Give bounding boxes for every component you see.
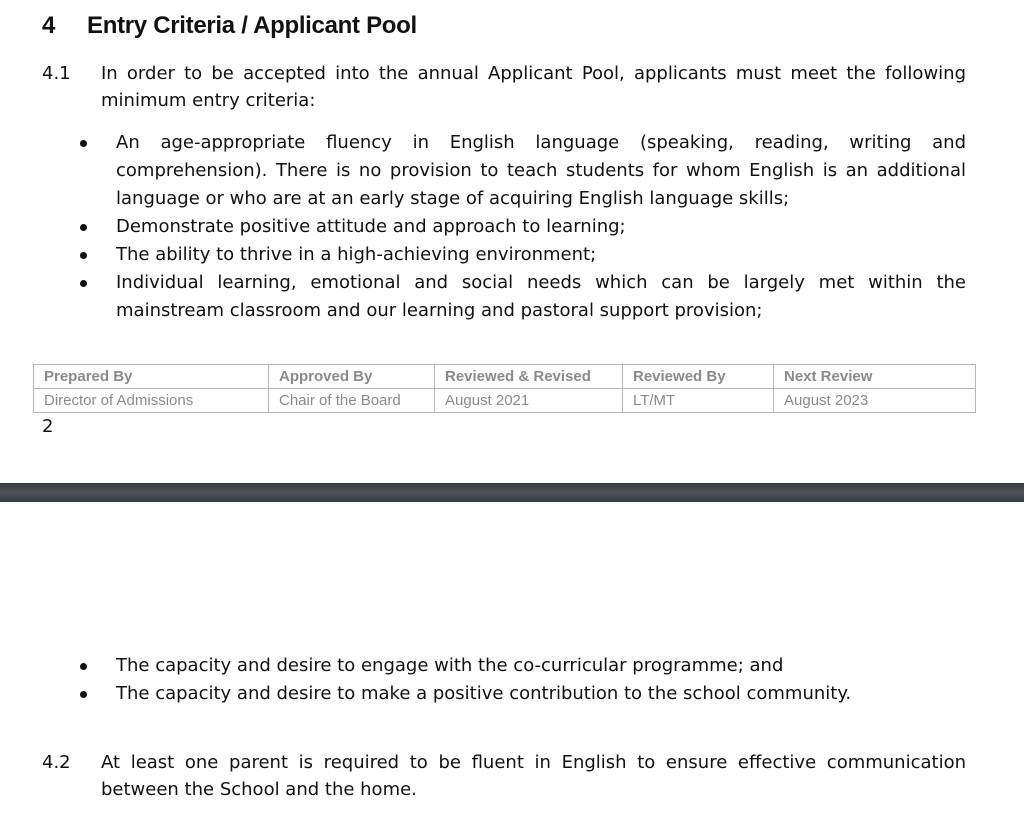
entry-criteria-list-continued: [0, 652, 966, 708]
clause-number: 4.2: [42, 752, 71, 773]
section-title: Entry Criteria / Applicant Pool: [87, 12, 417, 39]
list-item: Individual learning, emotional and social needs which can be largely met within the mainstream classroom and our learning and pastoral support provision;: [0, 269, 966, 325]
document-page-3: [0, 502, 1024, 813]
bullet-icon: [80, 140, 87, 147]
list-item: The ability to thrive in a high-achieving environment;: [0, 241, 966, 269]
table-cell: August 2023: [774, 389, 976, 413]
table-header-cell: Approved By: [269, 365, 435, 389]
clause-text: At least one parent is required to be fluent in English to ensure effective communication between the School and the home.: [101, 752, 966, 800]
section-number: 4: [42, 12, 56, 39]
list-item: An age-appropriate fluency in English language (speaking, reading, writing and comprehension). There is no provision to teach students for whom English is an additional language or who are at an early stage of acquiring English language skills;: [0, 129, 966, 213]
table-cell: LT/MT: [623, 389, 774, 413]
page-number: 2: [42, 416, 54, 437]
table-header-cell: Next Review: [774, 365, 976, 389]
bullet-icon: [80, 663, 87, 670]
clause-4-1: [42, 60, 966, 114]
section-heading: [42, 12, 417, 40]
table-cell: Director of Admissions: [34, 389, 269, 413]
document-control-table: [33, 364, 976, 413]
table-cell: August 2021: [435, 389, 623, 413]
bullet-icon: [80, 691, 87, 698]
list-item: The capacity and desire to engage with the co-curricular programme; and: [0, 652, 966, 680]
bullet-icon: [80, 252, 87, 259]
clause-4-2: [42, 749, 966, 803]
table-row: [34, 389, 976, 413]
clause-text: In order to be accepted into the annual Applicant Pool, applicants must meet the following minimum entry criteria:: [101, 63, 966, 111]
table-header-row: [34, 365, 976, 389]
bullet-icon: [80, 280, 87, 287]
entry-criteria-list: [0, 129, 966, 325]
table-header-cell: Prepared By: [34, 365, 269, 389]
list-item: The capacity and desire to make a positive contribution to the school community.: [0, 680, 966, 708]
bullet-icon: [80, 224, 87, 231]
page-separator: [0, 483, 1024, 502]
table-header-cell: Reviewed & Revised: [435, 365, 623, 389]
table-header-cell: Reviewed By: [623, 365, 774, 389]
table-cell: Chair of the Board: [269, 389, 435, 413]
list-item: Demonstrate positive attitude and approach to learning;: [0, 213, 966, 241]
clause-number: 4.1: [42, 63, 71, 84]
